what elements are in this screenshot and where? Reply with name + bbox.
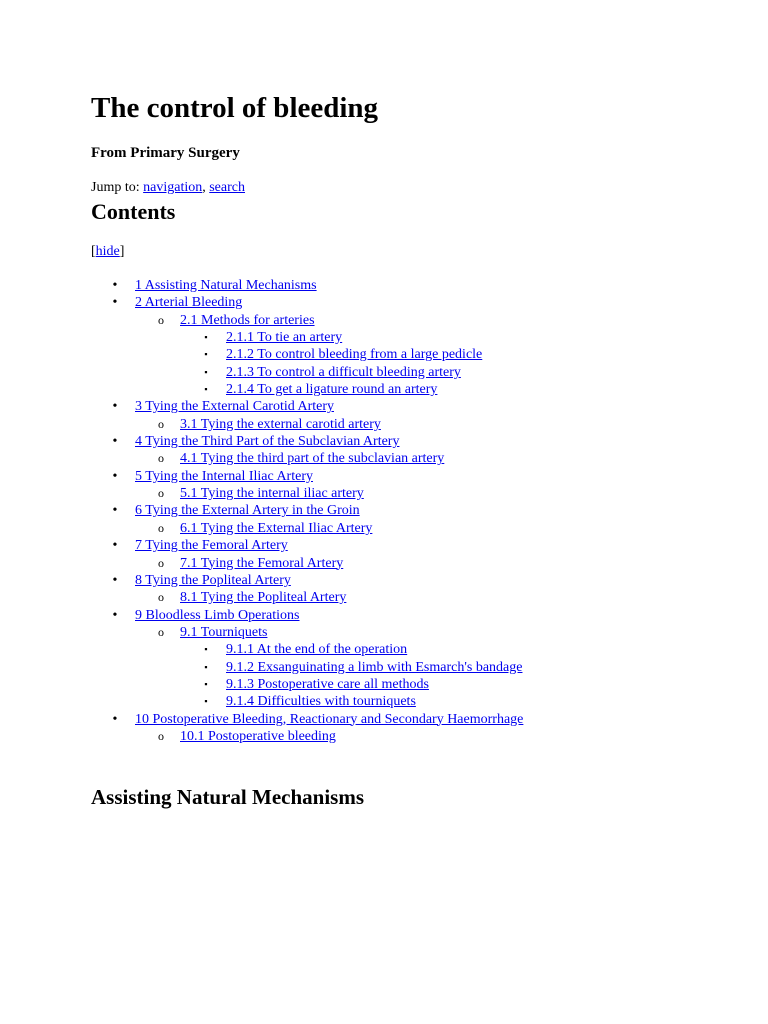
toc-link[interactable]: 9 Bloodless Limb Operations [135, 607, 300, 623]
toc-bullet: ▪ [204, 384, 208, 395]
section-heading: Assisting Natural Mechanisms [91, 785, 365, 809]
toc-bullet: • [112, 572, 118, 588]
toc-bullet: o [158, 728, 164, 743]
toc-link[interactable]: 2.1 Methods for arteries [180, 312, 315, 328]
toc-bullet: • [112, 295, 118, 311]
jump-to-label: Jump to: [91, 180, 144, 195]
page-title: The control of bleeding [91, 92, 379, 124]
toc-bullet: o [158, 312, 164, 327]
toc-toggle-bracket-open: [ [91, 244, 96, 259]
contents-heading: Contents [91, 199, 176, 224]
toc-bullet: o [158, 624, 164, 639]
toc-link[interactable]: 7.1 Tying the Femoral Artery [180, 555, 344, 571]
toc-link[interactable]: 10 Postoperative Bleeding, Reactionary and Secondary Haemorrhage [135, 711, 524, 727]
toc-bullet: • [112, 503, 118, 519]
toc-link[interactable]: 9.1.4 Difficulties with tourniquets [226, 694, 416, 710]
navigation-link[interactable]: navigation [143, 180, 203, 195]
toc-bullet: o [158, 555, 164, 570]
toc-link[interactable]: 6 Tying the External Artery in the Groin [135, 503, 360, 519]
toc-bullet: o [158, 416, 164, 431]
toc-bullet: ▪ [204, 366, 208, 377]
toc-link[interactable]: 1 Assisting Natural Mechanisms [135, 278, 317, 293]
toc-toggle [91, 243, 124, 261]
toc-bullet: • [112, 607, 118, 623]
toc-link[interactable]: 2.1.1 To tie an artery [226, 330, 343, 346]
toc-link[interactable]: 9.1.2 Exsanguinating a limb with Esmarch's bandage [226, 659, 523, 675]
toc-link[interactable]: 3 Tying the External Carotid Artery [135, 399, 334, 415]
toc-bullet: • [112, 538, 118, 554]
toc-link[interactable]: 3.1 Tying the external carotid artery [180, 416, 381, 432]
toc-bullet: o [158, 486, 164, 501]
toc-bullet: ▪ [204, 696, 208, 707]
toc-bullet: o [158, 451, 164, 466]
toc-link[interactable]: 8 Tying the Popliteal Artery [135, 572, 291, 588]
toc-hide-link[interactable]: hide [95, 244, 120, 259]
toc-link[interactable]: 4 Tying the Third Part of the Subclavian Artery [135, 434, 400, 450]
jump-to-separator: , [202, 180, 210, 195]
toc-bullet: • [112, 278, 118, 293]
toc-link[interactable]: 8.1 Tying the Popliteal Artery [180, 590, 347, 606]
toc-link[interactable]: 6.1 Tying the External Iliac Artery [180, 520, 373, 536]
search-link[interactable]: search [209, 180, 245, 195]
toc-link[interactable]: 9.1.1 At the end of the operation [226, 642, 408, 658]
toc-bullet: • [112, 434, 118, 450]
toc-bullet: ▪ [204, 661, 208, 672]
toc-link[interactable]: 5 Tying the Internal Iliac Artery [135, 468, 313, 484]
toc-bullet: • [112, 711, 118, 727]
toc-link[interactable]: 10.1 Postoperative bleeding [180, 728, 336, 744]
toc-link[interactable]: 9.1 Tourniquets [180, 624, 268, 640]
toc-link[interactable]: 4.1 Tying the third part of the subclavian artery [180, 451, 445, 467]
toc-link[interactable]: 7 Tying the Femoral Artery [135, 538, 288, 554]
toc-bullet: o [158, 520, 164, 535]
toc-link[interactable]: 9.1.3 Postoperative care all methods [226, 676, 429, 692]
page-subtitle: From Primary Surgery [91, 145, 240, 161]
toc-bullet: ▪ [204, 644, 208, 655]
toc-bullet: • [112, 468, 118, 484]
toc-link[interactable]: 5.1 Tying the internal iliac artery [180, 486, 364, 502]
toc-link[interactable]: 2 Arterial Bleeding [135, 295, 243, 311]
toc-bullet: ▪ [204, 678, 208, 689]
toc-bullet: ▪ [204, 349, 208, 360]
toc-toggle-bracket-close: ] [119, 244, 125, 259]
toc-link[interactable]: 2.1.3 To control a difficult bleeding artery [226, 364, 461, 380]
toc-bullet: o [158, 590, 164, 605]
jump-to-bar [91, 179, 245, 197]
toc-bullet: • [112, 399, 118, 415]
toc-link[interactable]: 2.1.2 To control bleeding from a large pedicle [226, 347, 483, 363]
toc-bullet: ▪ [204, 332, 208, 343]
toc-link[interactable]: 2.1.4 To get a ligature round an artery [226, 382, 438, 398]
